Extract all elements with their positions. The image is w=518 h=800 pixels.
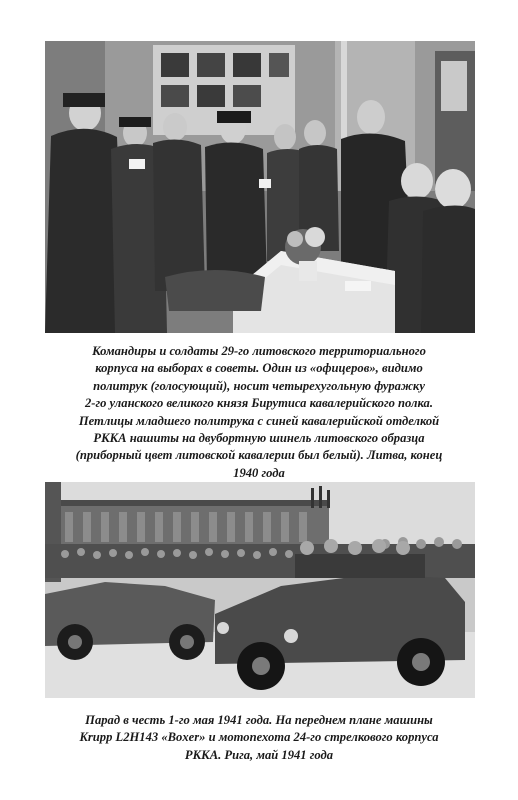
- caption-line: Командиры и солдаты 29-го литовского территориального: [92, 344, 426, 358]
- soldiers-voting-photo: [45, 41, 475, 333]
- caption-line: 2-го уланского великого князя Бирутиса кавалерийского полка.: [84, 396, 434, 411]
- soldiers-voting-illustration: [45, 41, 475, 333]
- caption-line: Петлицы младшего политрука с синей кавалерийской отделкой: [78, 413, 440, 428]
- caption-line: 1940 года: [233, 465, 285, 480]
- caption-line: Парад в честь 1-го мая 1941 года. На переднем плане машины: [85, 713, 433, 727]
- parade-illustration: [45, 482, 475, 698]
- caption-line: РККА. Рига, май 1941 года: [184, 747, 334, 762]
- caption-line: корпуса на выборах в советы. Один из «офицеров», видимо: [95, 361, 423, 376]
- caption-line: Krupp L2H143 «Boxer» и мотопехота 24-го стрелкового корпуса: [79, 730, 439, 745]
- caption-bottom: [36, 712, 482, 764]
- caption-line: РККА нашиты на двубортную шинель литовского образца: [93, 431, 425, 446]
- caption-top: [36, 343, 482, 482]
- caption-line: (приборный цвет литовской кавалерии был белый). Литва, конец: [75, 448, 443, 463]
- caption-line: политрук (голосующий), носит четырехугольную фуражку: [93, 378, 425, 393]
- parade-vehicles-photo: [45, 482, 475, 698]
